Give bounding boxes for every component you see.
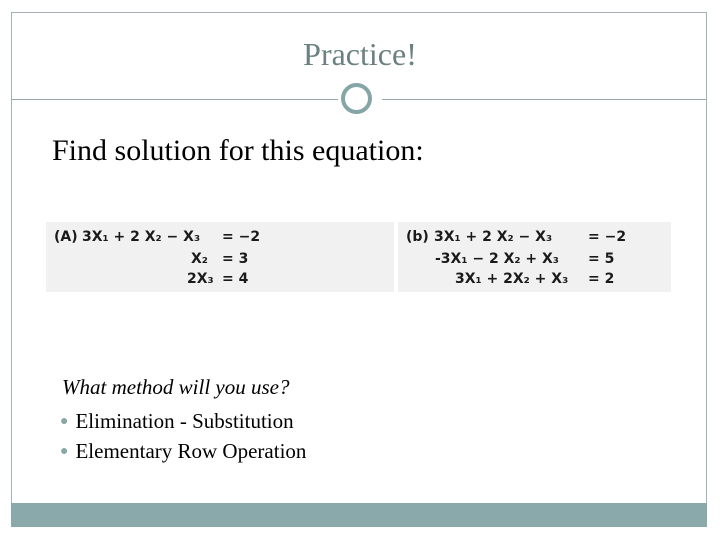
equation-system-a — [46, 222, 394, 292]
system-a-eq2-lhs: X₂ — [191, 251, 208, 267]
system-b-eq3-lhs: 3X₁ + 2X₂ + X₃ — [455, 271, 569, 287]
system-a-eq1-rhs: = −2 — [222, 229, 261, 245]
title-divider-right — [382, 99, 706, 100]
method-question: What method will you use? — [62, 375, 290, 399]
bullet-item — [60, 409, 294, 434]
bullet-text: Elimination - Substitution — [75, 409, 294, 433]
system-a-eq2-rhs: = 3 — [222, 251, 249, 267]
system-b-label: (b) — [406, 229, 429, 245]
system-a-eq3-rhs: = 4 — [222, 271, 249, 287]
bullet-text: Elementary Row Operation — [75, 439, 307, 463]
bullet-dot-icon: ● — [60, 414, 69, 429]
system-a-eq1-lhs: 3X₁ + 2 X₂ − X₃ — [82, 229, 201, 245]
system-b-eq2-rhs: = 5 — [588, 251, 615, 267]
divider-circle-ornament — [341, 83, 372, 114]
bullet-item — [60, 439, 306, 464]
slide-heading: Find solution for this equation: — [52, 134, 424, 167]
system-a-eq3-lhs: 2X₃ — [187, 271, 214, 287]
system-b-eq3-rhs: = 2 — [588, 271, 615, 287]
system-b-eq1-lhs: 3X₁ + 2 X₂ − X₃ — [434, 229, 553, 245]
system-b-eq2-lhs: -3X₁ − 2 X₂ + X₃ — [435, 251, 559, 267]
equation-system-b — [398, 222, 671, 292]
footer-accent-bar — [11, 503, 707, 527]
system-a-label: (A) — [54, 229, 78, 245]
slide-title: Practice! — [303, 36, 417, 72]
bullet-dot-icon: ● — [60, 444, 69, 459]
title-divider-left — [12, 99, 338, 100]
system-b-eq1-rhs: = −2 — [588, 229, 627, 245]
